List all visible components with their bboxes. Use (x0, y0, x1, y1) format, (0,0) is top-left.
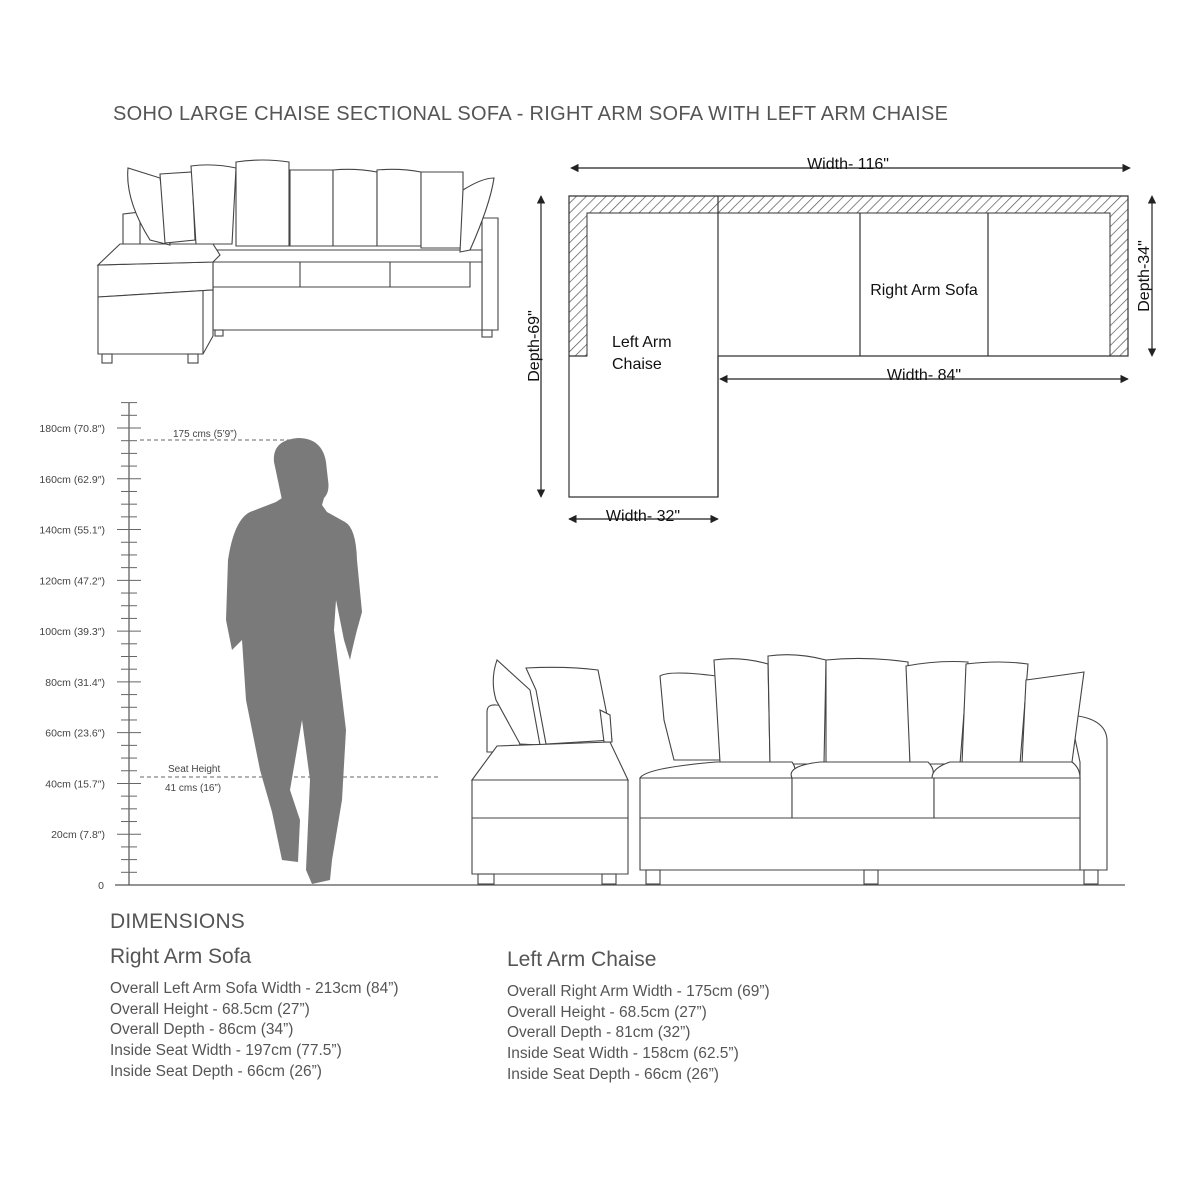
scale-tick-label: 100cm (39.3″) (39, 626, 105, 639)
chaise-plan-label-2: Chaise (612, 356, 662, 373)
scale-tick-label: 160cm (62.9″) (39, 473, 105, 486)
left-depth-label: Depth-69" (526, 310, 543, 382)
scale-tick-label: 120cm (47.2″) (39, 575, 105, 588)
person-silhouette (226, 438, 362, 884)
overall-width-label: Width- 116" (807, 156, 889, 173)
chaise-side-view (472, 660, 628, 884)
sofa-width-label: Width- 84" (886, 367, 962, 384)
person-height-label: 175 cms (5’9”) (173, 429, 237, 440)
sofa-dimension-line: Overall Height - 68.5cm (27”) (110, 1000, 310, 1018)
floor-plan (526, 156, 1153, 525)
chaise-width-label: Width- 32" (605, 508, 681, 525)
perspective-sofa-illustration (98, 160, 498, 363)
scale-tick-label: 140cm (55.1″) (39, 524, 105, 537)
scale-tick-label: 180cm (70.8″) (39, 423, 105, 435)
sofa-dimension-line: Overall Depth - 86cm (34”) (110, 1021, 294, 1039)
page-title: SOHO LARGE CHAISE SECTIONAL SOFA - RIGHT ARM SOFA WITH LEFT ARM CHAISE (113, 103, 949, 125)
scale-tick-label: 60cm (23.6″) (45, 727, 105, 740)
right-depth-label: Depth-34" (1136, 240, 1153, 312)
scale-major-ticks (39, 423, 105, 892)
sofa-side-view (640, 655, 1107, 884)
scale-tick-label: 80cm (31.4″) (45, 676, 105, 689)
sofa-plan-label: Right Arm Sofa (870, 282, 978, 299)
sofa-dimensions (110, 945, 399, 1083)
dimensions-heading: DIMENSIONS (110, 910, 246, 933)
chaise-dimensions (507, 948, 770, 1086)
chaise-dimension-line: Overall Right Arm Width - 175cm (69”) (507, 983, 770, 1000)
chaise-dimensions-title: Left Arm Chaise (507, 948, 657, 971)
seat-height-label: Seat Height (168, 764, 221, 775)
sofa-dimension-line: Inside Seat Width - 197cm (77.5”) (110, 1042, 342, 1060)
chaise-dimension-line: Overall Height - 68.5cm (27”) (507, 1003, 707, 1021)
scale-tick-label: 0 (98, 880, 104, 892)
chaise-dimension-line: Overall Depth - 81cm (32”) (507, 1024, 691, 1042)
sofa-dimensions-title: Right Arm Sofa (110, 945, 252, 968)
scale-tick-label: 20cm (7.8″) (51, 829, 105, 842)
chaise-dimension-line: Inside Seat Width - 158cm (62.5”) (507, 1045, 739, 1063)
sofa-dimension-line: Overall Left Arm Sofa Width - 213cm (84”) (110, 980, 399, 997)
chaise-dimension-line: Inside Seat Depth - 66cm (26”) (507, 1065, 719, 1083)
seat-height-value: 41 cms (16”) (165, 783, 222, 794)
chaise-plan-label-1: Left Arm (612, 334, 672, 351)
scale-tick-label: 40cm (15.7″) (45, 778, 105, 791)
sofa-dimension-line: Inside Seat Depth - 66cm (26”) (110, 1062, 322, 1080)
